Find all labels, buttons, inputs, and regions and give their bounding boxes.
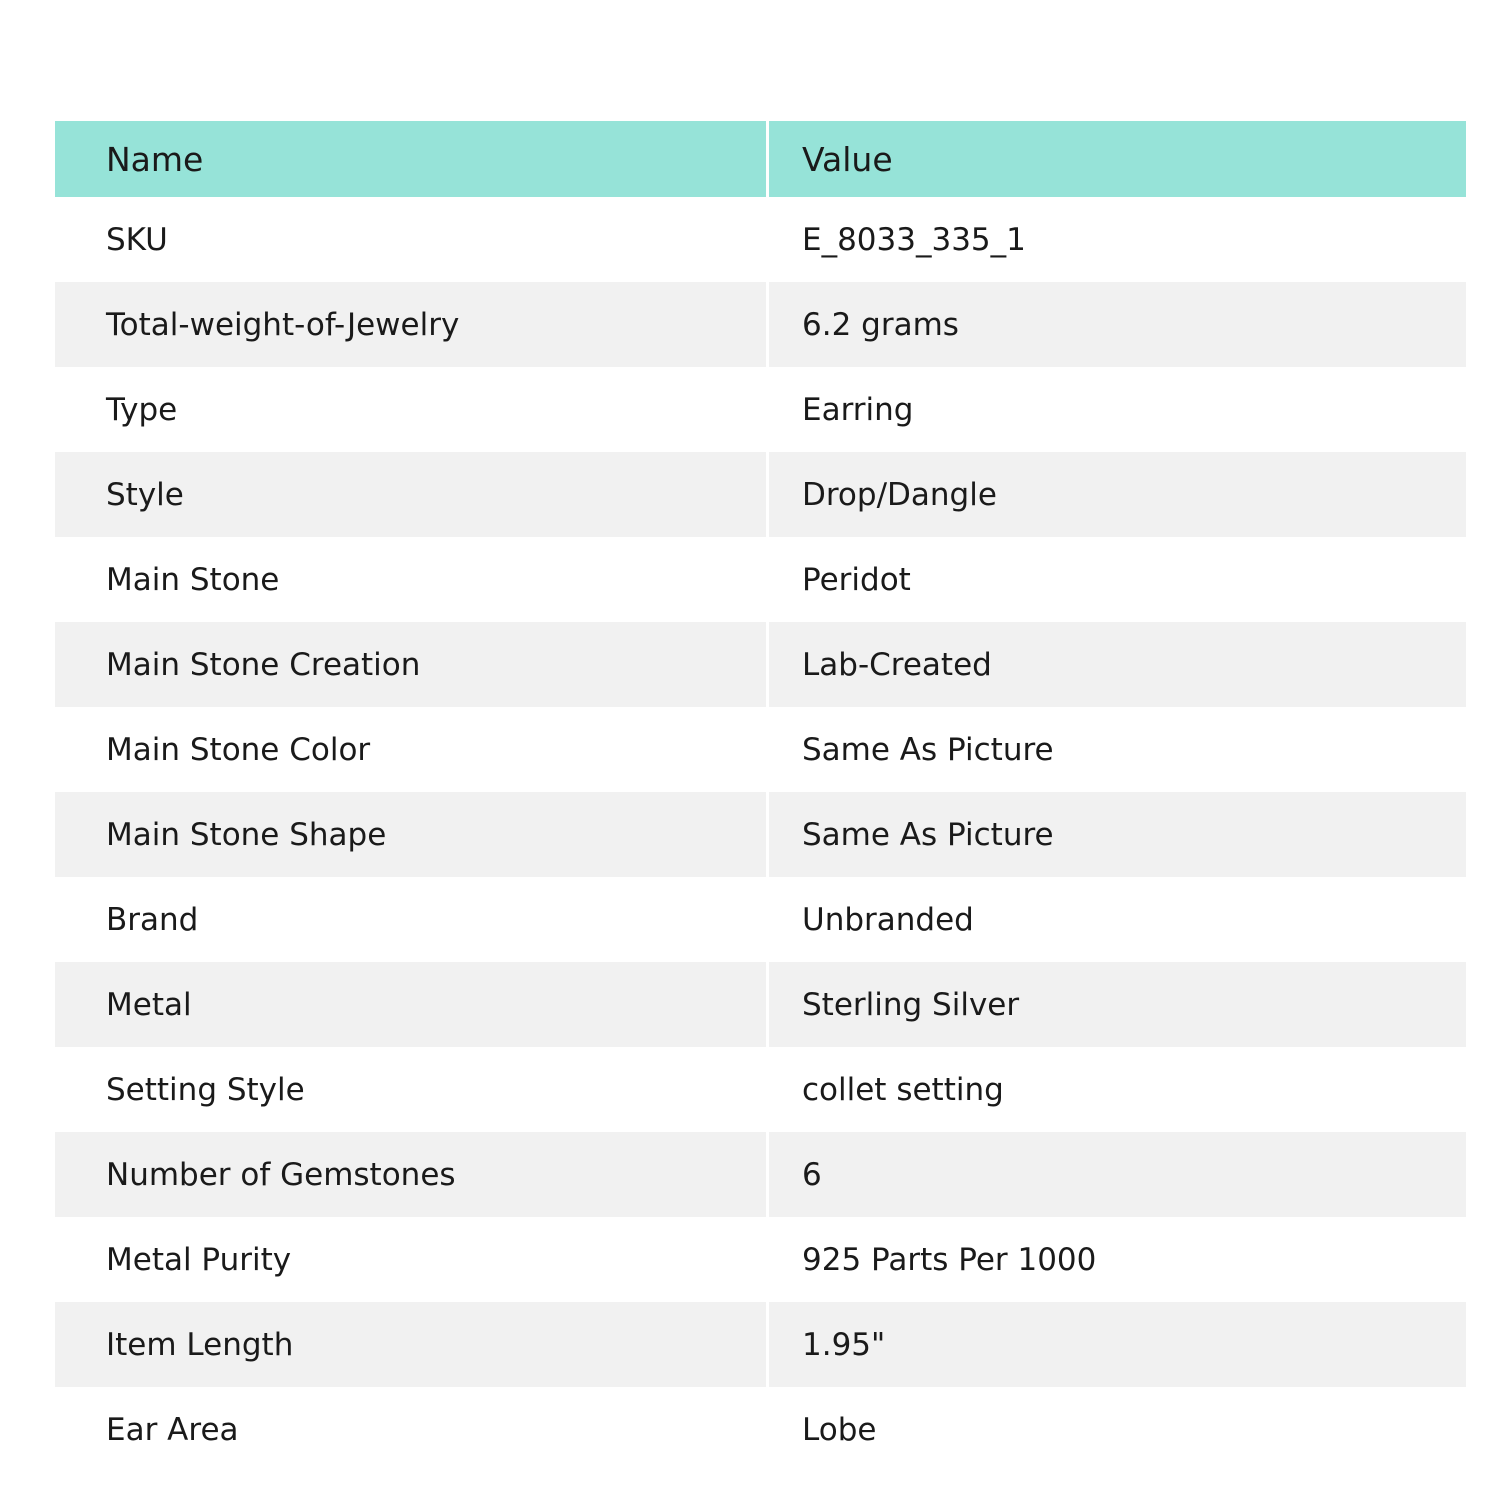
row-value-cell: Lab-Created: [769, 622, 1466, 707]
table-header-row: [55, 121, 1466, 197]
table-row: [55, 452, 1466, 537]
row-value-cell: collet setting: [769, 1047, 1466, 1132]
header-name: Name: [55, 121, 766, 197]
row-value-cell: Lobe: [769, 1387, 1466, 1472]
table-body: [55, 197, 1466, 1472]
table-row: [55, 1302, 1466, 1387]
row-value-cell: 6: [769, 1132, 1466, 1217]
row-name-cell: Main Stone Creation: [55, 622, 766, 707]
table-row: [55, 1217, 1466, 1302]
header-value: Value: [769, 121, 1466, 197]
row-value-cell: 1.95": [769, 1302, 1466, 1387]
row-value-cell: Sterling Silver: [769, 962, 1466, 1047]
row-name-cell: Metal: [55, 962, 766, 1047]
row-value-cell: Same As Picture: [769, 792, 1466, 877]
row-value-cell: 925 Parts Per 1000: [769, 1217, 1466, 1302]
row-value-cell: Peridot: [769, 537, 1466, 622]
row-name-cell: Brand: [55, 877, 766, 962]
row-name-cell: Number of Gemstones: [55, 1132, 766, 1217]
row-name-cell: Total-weight-of-Jewelry: [55, 282, 766, 367]
row-name-cell: Main Stone Shape: [55, 792, 766, 877]
table-row: [55, 367, 1466, 452]
table-row: [55, 537, 1466, 622]
table-row: [55, 792, 1466, 877]
row-value-cell: Unbranded: [769, 877, 1466, 962]
table-row: [55, 282, 1466, 367]
spec-table: [55, 121, 1466, 1472]
table-row: [55, 197, 1466, 282]
table-row: [55, 962, 1466, 1047]
row-name-cell: Main Stone: [55, 537, 766, 622]
row-name-cell: SKU: [55, 197, 766, 282]
row-value-cell: E_8033_335_1: [769, 197, 1466, 282]
row-name-cell: Main Stone Color: [55, 707, 766, 792]
row-value-cell: Drop/Dangle: [769, 452, 1466, 537]
table-row: [55, 1047, 1466, 1132]
table-row: [55, 1132, 1466, 1217]
row-value-cell: Same As Picture: [769, 707, 1466, 792]
row-value-cell: 6.2 grams: [769, 282, 1466, 367]
row-name-cell: Type: [55, 367, 766, 452]
row-name-cell: Item Length: [55, 1302, 766, 1387]
table-row: [55, 877, 1466, 962]
table-row: [55, 707, 1466, 792]
row-name-cell: Ear Area: [55, 1387, 766, 1472]
row-name-cell: Setting Style: [55, 1047, 766, 1132]
table-row: [55, 622, 1466, 707]
row-name-cell: Style: [55, 452, 766, 537]
row-value-cell: Earring: [769, 367, 1466, 452]
table-row: [55, 1387, 1466, 1472]
row-name-cell: Metal Purity: [55, 1217, 766, 1302]
